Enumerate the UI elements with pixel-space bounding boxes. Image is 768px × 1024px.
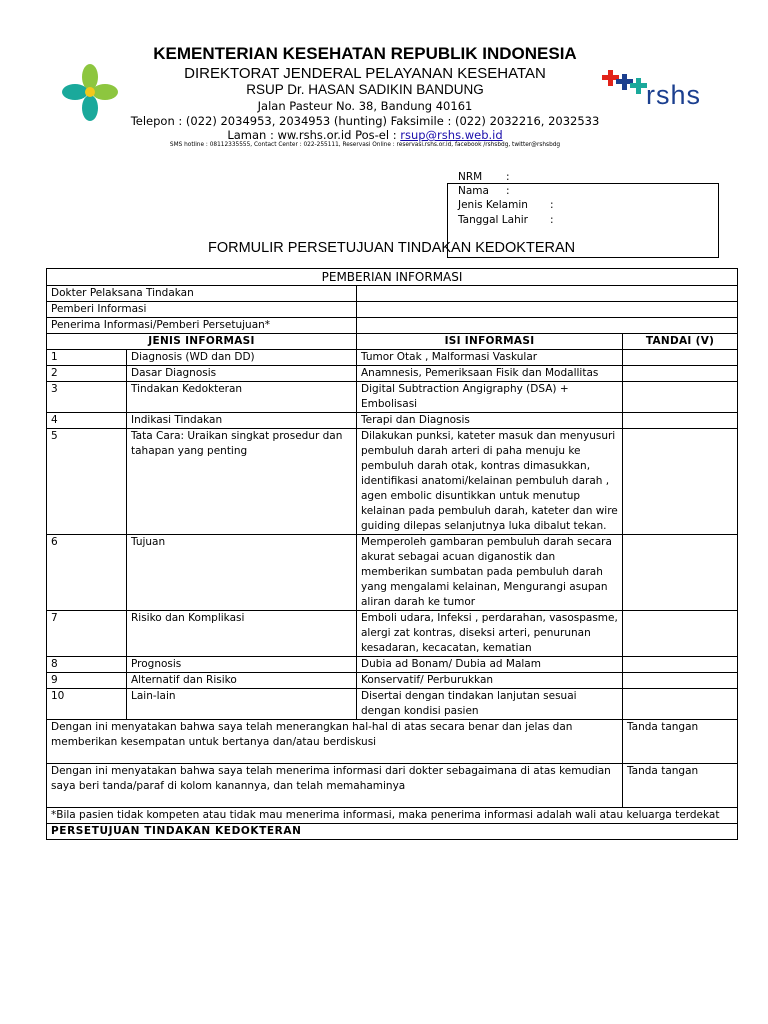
nama-colon: : xyxy=(506,185,510,197)
row-isi: Dilakukan punksi, kateter masuk dan menyusuri pembuluh darah arteri di paha menuju ke pembuluh darah otak, kontras dimasukkan, identifikasi anatomi/kelainan pembuluh darah , agen embolic disuntikkan untuk menutup kelainan pada pembuluh darah, kateter dan wire guiding dilepas selanjutnya luka dibalut tekan. xyxy=(357,429,623,535)
hospital-hotline: SMS hotline : 08112335555, Contact Center : 022-255111, Reservasi Online : reservasi.rshs.or.id, facebook /rshsbdg, twitter@rshsbdg xyxy=(169,142,561,148)
table-row xyxy=(47,413,738,429)
nama-line xyxy=(458,185,510,197)
table-row xyxy=(47,429,738,535)
info-row-pemberi xyxy=(47,302,738,318)
row-no: 2 xyxy=(47,366,127,382)
row-jenis: Diagnosis (WD dan DD) xyxy=(127,350,357,366)
row-jenis: Indikasi Tindakan xyxy=(127,413,357,429)
doctor-signature-cell[interactable]: Tanda tangan xyxy=(623,720,738,764)
footnote-row xyxy=(47,808,738,824)
row-check-cell[interactable] xyxy=(623,350,738,366)
directorate-title: DIREKTORAT JENDERAL PELAYANAN KESEHATAN xyxy=(184,65,546,82)
patient-signature-cell[interactable]: Tanda tangan xyxy=(623,764,738,808)
hospital-address: Jalan Pasteur No. 38, Bandung 40161 xyxy=(257,99,473,113)
patient-statement: Dengan ini menyatakan bahwa saya telah menerima informasi dari dokter sebagaimana di atas kemudian saya beri tanda/paraf di kolom kanannya, dan telah memahaminya xyxy=(47,764,623,808)
row-check-cell[interactable] xyxy=(623,611,738,657)
row-check-cell[interactable] xyxy=(623,429,738,535)
nama-label: Nama xyxy=(458,185,489,197)
row-isi: Konservatif/ Perburukkan xyxy=(357,673,623,689)
row-no: 3 xyxy=(47,382,127,413)
row-jenis: Lain-lain xyxy=(127,689,357,720)
table-row xyxy=(47,657,738,673)
row-no: 6 xyxy=(47,535,127,611)
hospital-phone: Telepon : (022) 2034953, 2034953 (hunting) Faksimile : (022) 2032216, 2032533 xyxy=(130,114,600,128)
nrm-label: NRM xyxy=(458,171,483,183)
kemenkes-logo xyxy=(60,62,120,122)
col-header-jenis: JENIS INFORMASI xyxy=(47,334,357,350)
rshs-logo xyxy=(602,68,722,112)
info-value-dokter[interactable] xyxy=(357,286,738,302)
info-label-pemberi: Pemberi Informasi xyxy=(47,302,357,318)
hospital-name: RSUP Dr. HASAN SADIKIN BANDUNG xyxy=(246,82,484,97)
row-isi: Dubia ad Bonam/ Dubia ad Malam xyxy=(357,657,623,673)
row-no: 5 xyxy=(47,429,127,535)
row-check-cell[interactable] xyxy=(623,413,738,429)
row-isi: Tumor Otak , Malformasi Vaskular xyxy=(357,350,623,366)
footnote: *Bila pasien tidak kompeten atau tidak mau menerima informasi, maka penerima informasi adalah wali atau keluarga terdekat xyxy=(47,808,738,824)
email-link[interactable]: rsup@rshs.web.id xyxy=(400,128,503,142)
row-no: 1 xyxy=(47,350,127,366)
row-check-cell[interactable] xyxy=(623,535,738,611)
consent-title-row xyxy=(47,824,738,840)
info-label-penerima: Penerima Informasi/Pemberi Persetujuan* xyxy=(47,318,357,334)
row-jenis: Tata Cara: Uraikan singkat prosedur dan tahapan yang penting xyxy=(127,429,357,535)
row-jenis: Dasar Diagnosis xyxy=(127,366,357,382)
row-jenis: Alternatif dan Risiko xyxy=(127,673,357,689)
doctor-statement: Dengan ini menyatakan bahwa saya telah menerangkan hal-hal di atas secara benar dan jelas dan memberikan kesempatan untuk bertanya dan/atau berdiskusi xyxy=(47,720,623,764)
nrm-colon: : xyxy=(506,171,510,183)
row-jenis: Tindakan Kedokteran xyxy=(127,382,357,413)
section-title-row xyxy=(47,269,738,286)
tanggal-lahir-label: Tanggal Lahir xyxy=(458,214,528,226)
row-no: 4 xyxy=(47,413,127,429)
web-prefix: Laman : ww.rshs.or.id Pos-el : xyxy=(227,128,401,142)
row-jenis: Tujuan xyxy=(127,535,357,611)
row-check-cell[interactable] xyxy=(623,366,738,382)
row-jenis: Prognosis xyxy=(127,657,357,673)
info-label-dokter: Dokter Pelaksana Tindakan xyxy=(47,286,357,302)
table-row xyxy=(47,366,738,382)
information-table xyxy=(46,268,738,840)
hospital-web xyxy=(130,128,600,142)
nrm-line xyxy=(458,171,510,183)
row-no: 7 xyxy=(47,611,127,657)
row-no: 10 xyxy=(47,689,127,720)
tanggal-lahir-line xyxy=(458,214,554,226)
table-row xyxy=(47,535,738,611)
row-no: 9 xyxy=(47,673,127,689)
patient-statement-row xyxy=(47,764,738,808)
row-isi: Digital Subtraction Angigraphy (DSA) + Embolisasi xyxy=(357,382,623,413)
ministry-title: KEMENTERIAN KESEHATAN REPUBLIK INDONESIA xyxy=(153,44,577,63)
row-check-cell[interactable] xyxy=(623,689,738,720)
tanggal-lahir-colon: : xyxy=(550,214,554,226)
row-check-cell[interactable] xyxy=(623,673,738,689)
form-title: FORMULIR PERSETUJUAN TINDAKAN KEDOKTERAN xyxy=(208,240,576,256)
table-row xyxy=(47,382,738,413)
jenis-kelamin-label: Jenis Kelamin xyxy=(458,199,528,211)
row-isi: Terapi dan Diagnosis xyxy=(357,413,623,429)
row-check-cell[interactable] xyxy=(623,382,738,413)
col-header-isi: ISI INFORMASI xyxy=(357,334,623,350)
consent-title: PERSETUJUAN TINDAKAN KEDOKTERAN xyxy=(47,824,738,840)
row-isi: Anamnesis, Pemeriksaan Fisik dan Modallitas xyxy=(357,366,623,382)
info-value-penerima[interactable] xyxy=(357,318,738,334)
info-row-dokter xyxy=(47,286,738,302)
row-isi: Disertai dengan tindakan lanjutan sesuai dengan kondisi pasien xyxy=(357,689,623,720)
row-isi: Emboli udara, Infeksi , perdarahan, vasospasme, alergi zat kontras, diseksi arteri, penurunan kesadaran, kecacatan, kematian xyxy=(357,611,623,657)
doctor-statement-row xyxy=(47,720,738,764)
row-isi: Memperoleh gambaran pembuluh darah secara akurat sebagai acuan diganostik dan memberikan sumbatan pada pembuluh darah yang mengalami kelainan, Mengurangi asupan aliran darah ke tumor xyxy=(357,535,623,611)
table-row xyxy=(47,689,738,720)
col-header-tandai: TANDAI (V) xyxy=(623,334,738,350)
row-no: 8 xyxy=(47,657,127,673)
table-row xyxy=(47,611,738,657)
info-row-penerima xyxy=(47,318,738,334)
rshs-logo-text: rshs xyxy=(646,80,702,110)
row-jenis: Risiko dan Komplikasi xyxy=(127,611,357,657)
table-row xyxy=(47,350,738,366)
table-row xyxy=(47,673,738,689)
row-check-cell[interactable] xyxy=(623,657,738,673)
info-value-pemberi[interactable] xyxy=(357,302,738,318)
section-title: PEMBERIAN INFORMASI xyxy=(47,269,738,286)
column-header-row xyxy=(47,334,738,350)
jenis-kelamin-colon: : xyxy=(550,199,554,211)
jenis-kelamin-line xyxy=(458,199,554,211)
